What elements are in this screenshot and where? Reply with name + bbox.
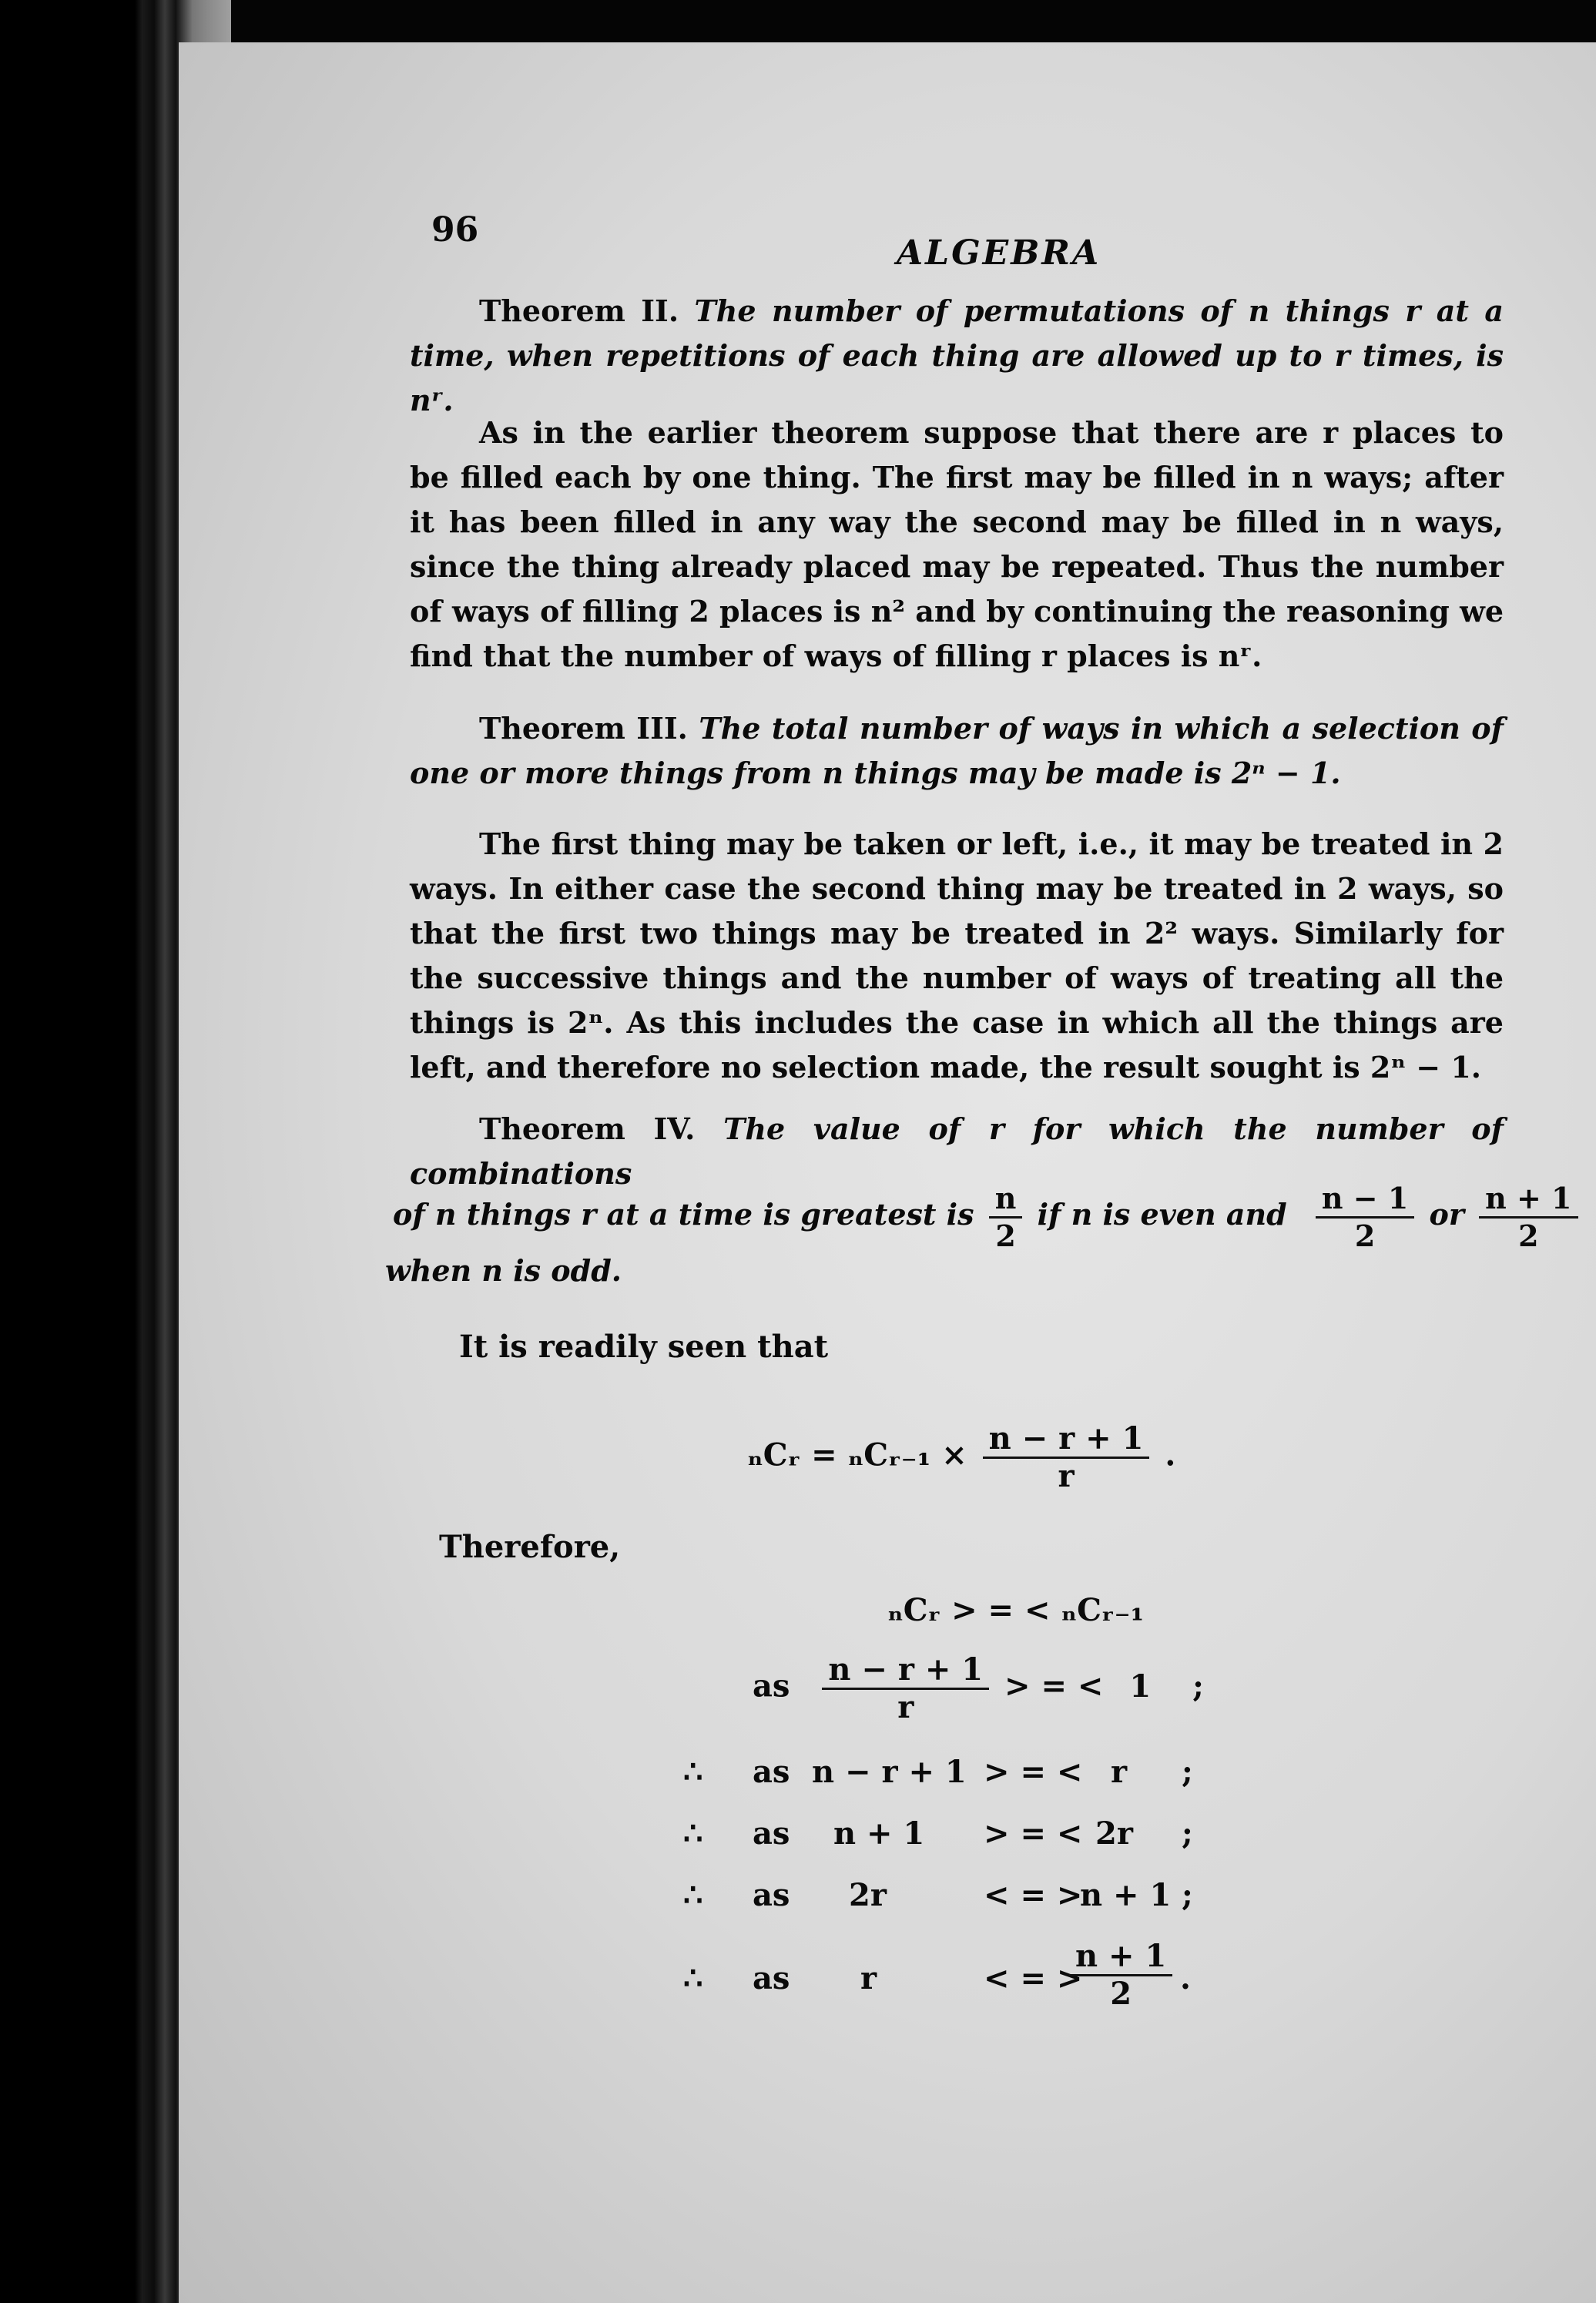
- main-equation-end: .: [1165, 1436, 1176, 1473]
- theorem-4-line-3: [385, 1253, 622, 1288]
- main-equation: [747, 1421, 1175, 1494]
- theorem-4-line-2: [393, 1181, 1583, 1254]
- frac-denominator: 2: [1354, 1219, 1376, 1253]
- therefore-symbol: ∴: [683, 1815, 703, 1852]
- relation: > = <: [984, 1754, 1083, 1790]
- readily-seen: It is readily seen that: [459, 1329, 829, 1365]
- as-word: as: [753, 1815, 790, 1852]
- frac-numerator: n − r + 1: [983, 1421, 1150, 1459]
- fraction-n-minus-1-over-2: [1316, 1181, 1414, 1254]
- lhs: r: [860, 1960, 877, 1996]
- theorem-4-label: Theorem IV.: [479, 1111, 696, 1146]
- rhs: n + 1: [1080, 1877, 1172, 1913]
- relation: > = <: [1004, 1668, 1104, 1705]
- paragraph-2-text: The first thing may be taken or left, i.e., it may be treated in 2 ways. In either case the second thing may be treated in 2 ways, so that the first two things may be treated in 2² ways. Similarly for the successive things and the number of ways of treating all the things is 2ⁿ. As this includes the case in which all the things are left, and therefore no selection made, the result sought is 2ⁿ − 1.: [410, 826, 1504, 1084]
- frac-denominator: 2: [1110, 1976, 1132, 2012]
- theorem-3-label: Theorem III.: [479, 711, 688, 746]
- frac-numerator: n − r + 1: [822, 1652, 989, 1690]
- paragraph-1: [410, 411, 1504, 679]
- book-page: [179, 42, 1596, 2303]
- frac-numerator: n − 1: [1316, 1181, 1414, 1219]
- punct: ;: [1182, 1877, 1193, 1913]
- lhs: n + 1: [833, 1815, 925, 1852]
- rhs: 1: [1129, 1668, 1152, 1705]
- theorem-2: [410, 289, 1504, 423]
- frac-denominator: 2: [1518, 1219, 1539, 1253]
- punct: ;: [1182, 1754, 1193, 1790]
- main-equation-fraction: [983, 1421, 1150, 1494]
- theorem-2-statement: The number of permutations of n things r at a time, when repetitions of each thing are allowed up to r times, is nʳ.: [410, 293, 1504, 417]
- as-word: as: [753, 1668, 790, 1705]
- theorem-4-when-odd: when n is odd.: [385, 1253, 622, 1288]
- main-equation-lhs: ₙCᵣ = ₙCᵣ₋₁ ×: [747, 1436, 967, 1473]
- page-number: 96: [431, 210, 479, 250]
- rhs: 2r: [1095, 1815, 1133, 1852]
- paragraph-2: [410, 822, 1504, 1090]
- relation: > = <: [984, 1815, 1083, 1852]
- theorem-4-statement-b: of n things r at a time is greatest is: [393, 1197, 974, 1232]
- therefore: Therefore,: [439, 1529, 621, 1565]
- punct: ;: [1192, 1668, 1204, 1705]
- relation: < = >: [984, 1877, 1083, 1913]
- frac-denominator: r: [897, 1689, 914, 1725]
- punct: .: [1180, 1960, 1191, 1996]
- inequality-row-0: ₙCᵣ > = < ₙCᵣ₋₁: [887, 1592, 1145, 1628]
- theorem-2-label: Theorem II.: [479, 293, 679, 328]
- lhs: 2r: [849, 1877, 887, 1913]
- frac-numerator: n: [989, 1181, 1023, 1219]
- frac-numerator: n + 1: [1069, 1939, 1172, 1976]
- rhs: r: [1111, 1754, 1128, 1790]
- running-title: ALGEBRA: [897, 233, 1101, 273]
- frac-denominator: 2: [995, 1219, 1016, 1253]
- theorem-4-or: or: [1429, 1197, 1464, 1232]
- frac-denominator: r: [1058, 1458, 1075, 1494]
- theorem-4-statement-a: The value of r for which the number of combinations: [410, 1111, 1504, 1191]
- inequality-row-1-fraction: [822, 1652, 989, 1725]
- inequality-row-5: [179, 1939, 1596, 2023]
- fraction-n-plus-1-over-2: [1479, 1181, 1578, 1254]
- as-word: as: [753, 1877, 790, 1913]
- paragraph-1-text: As in the earlier theorem suppose that there are r places to be filled each by one thing. The first may be filled in n ways; after it has been filled in any way the second may be filled in n ways, since the thing already placed may be repeated. Thus the number of ways of filling 2 places is n² and by continuing the reasoning we find that the number of ways of filling r places is nʳ.: [410, 415, 1504, 673]
- as-word: as: [753, 1960, 790, 1996]
- as-word: as: [753, 1754, 790, 1790]
- theorem-3: [410, 706, 1504, 796]
- theorem-4-if-even: if n is even and: [1037, 1197, 1287, 1232]
- theorem-3-statement: The total number of ways in which a selection of one or more things from n things may be made is 2ⁿ − 1.: [410, 711, 1504, 790]
- relation: < = >: [984, 1960, 1083, 1996]
- frac-numerator: n + 1: [1479, 1181, 1578, 1219]
- inequality-row-5-fraction: [1069, 1939, 1172, 2012]
- therefore-symbol: ∴: [683, 1960, 703, 1996]
- inequality-row-1: [753, 1652, 1204, 1725]
- punct: ;: [1182, 1815, 1193, 1852]
- therefore-symbol: ∴: [683, 1754, 703, 1790]
- therefore-symbol: ∴: [683, 1877, 703, 1913]
- lhs: n − r + 1: [812, 1754, 967, 1790]
- fraction-n-over-2: [989, 1181, 1023, 1254]
